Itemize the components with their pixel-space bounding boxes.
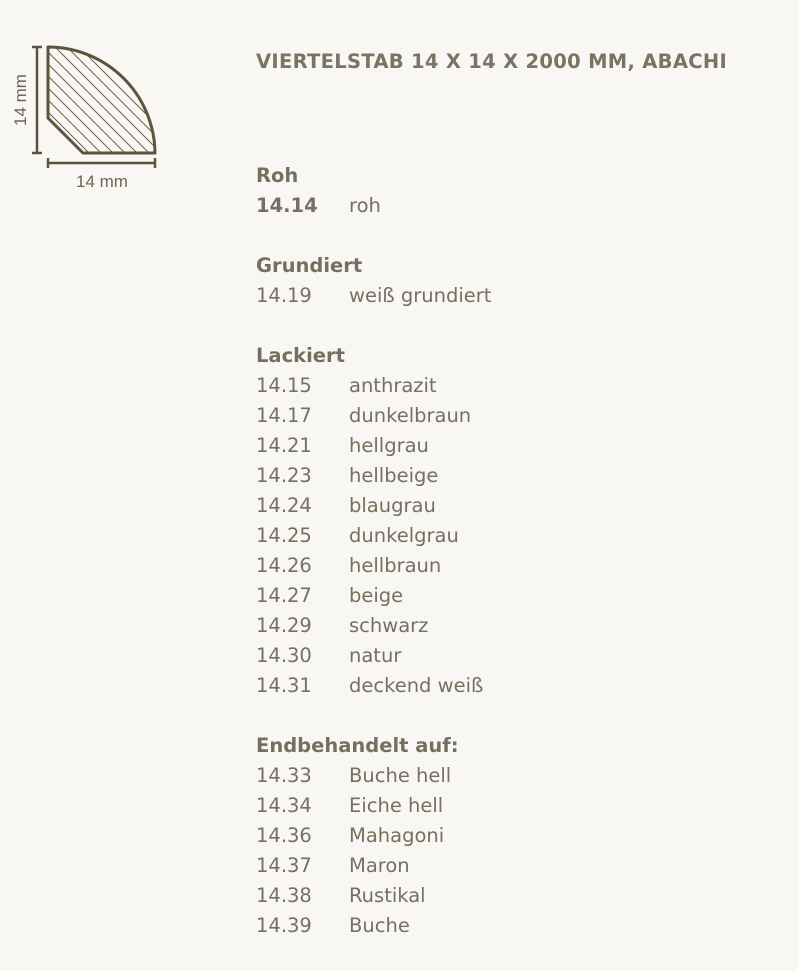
variant-code: 14.25 — [256, 524, 312, 547]
group-lackiert — [256, 341, 786, 701]
variant-code: 14.15 — [256, 374, 312, 397]
variant-row — [256, 191, 786, 221]
variant-name: roh — [349, 194, 381, 217]
variant-code: 14.17 — [256, 404, 312, 427]
variant-name: Buche hell — [349, 764, 452, 787]
variant-row — [256, 761, 786, 791]
variant-row — [256, 641, 786, 671]
variant-code: 14.24 — [256, 494, 312, 517]
product-info — [256, 47, 786, 971]
variant-row — [256, 671, 786, 701]
height-dimension-label: 14 mm — [11, 74, 30, 126]
variant-row — [256, 371, 786, 401]
variant-row — [256, 551, 786, 581]
variant-name: Mahagoni — [349, 824, 445, 847]
variant-row — [256, 611, 786, 641]
variant-code: 14.27 — [256, 584, 312, 607]
variant-name: anthrazit — [349, 374, 437, 397]
variant-code: 14.21 — [256, 434, 312, 457]
variant-row — [256, 401, 786, 431]
variant-code: 14.33 — [256, 764, 312, 787]
variant-row — [256, 581, 786, 611]
group-title: Lackiert — [256, 344, 345, 367]
variant-row — [256, 881, 786, 911]
variant-code: 14.19 — [256, 284, 312, 307]
variant-name: dunkelgrau — [349, 524, 459, 547]
group-grundiert — [256, 251, 786, 311]
variant-row — [256, 461, 786, 491]
variant-row — [256, 791, 786, 821]
variant-code: 14.14 — [256, 194, 318, 217]
variant-code: 14.23 — [256, 464, 312, 487]
variant-code: 14.36 — [256, 824, 312, 847]
variant-row — [256, 821, 786, 851]
variant-name: blaugrau — [349, 494, 436, 517]
variant-code: 14.29 — [256, 614, 312, 637]
variant-name: Eiche hell — [349, 794, 444, 817]
variant-name: schwarz — [349, 614, 429, 637]
variant-code: 14.38 — [256, 884, 312, 907]
variant-row — [256, 281, 786, 311]
variant-name: Rustikal — [349, 884, 426, 907]
variant-name: weiß grundiert — [349, 284, 492, 307]
variant-code: 14.37 — [256, 854, 312, 877]
variant-groups — [256, 161, 786, 941]
variant-name: hellbraun — [349, 554, 442, 577]
variant-row — [256, 911, 786, 941]
variant-name: Maron — [349, 854, 410, 877]
group-title: Endbehandelt auf: — [256, 734, 459, 757]
profile-drawing — [8, 40, 168, 200]
width-dimension-label: 14 mm — [76, 172, 128, 191]
variant-row — [256, 521, 786, 551]
group-title: Roh — [256, 164, 299, 187]
product-title: VIERTELSTAB 14 X 14 X 2000 MM, ABACHI — [256, 50, 728, 73]
variant-name: hellbeige — [349, 464, 439, 487]
group-title: Grundiert — [256, 254, 363, 277]
variant-code: 14.34 — [256, 794, 312, 817]
group-endbehandelt — [256, 731, 786, 941]
variant-name: deckend weiß — [349, 674, 484, 697]
variant-name: dunkelbraun — [349, 404, 472, 427]
variant-name: hellgrau — [349, 434, 429, 457]
variant-row — [256, 431, 786, 461]
variant-row — [256, 491, 786, 521]
group-roh — [256, 161, 786, 221]
variant-code: 14.26 — [256, 554, 312, 577]
variant-name: natur — [349, 644, 402, 667]
variant-name: beige — [349, 584, 404, 607]
variant-code: 14.39 — [256, 914, 312, 937]
variant-code: 14.30 — [256, 644, 312, 667]
variant-row — [256, 851, 786, 881]
quarter-round-profile-icon — [8, 40, 168, 200]
variant-code: 14.31 — [256, 674, 312, 697]
variant-name: Buche — [349, 914, 410, 937]
